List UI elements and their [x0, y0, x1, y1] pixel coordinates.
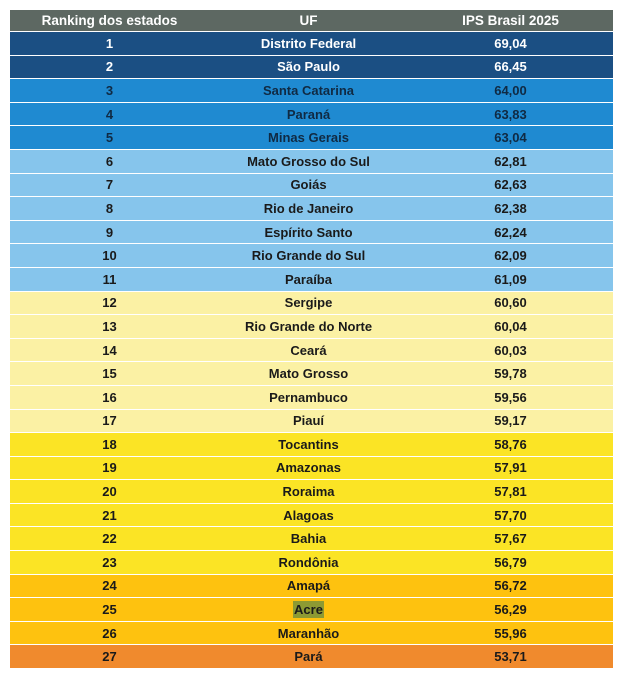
cell-uf: [209, 390, 408, 405]
cell-rank: 20: [102, 484, 117, 500]
cell-uf: [209, 437, 408, 452]
table-row: [10, 504, 613, 528]
cell-rank: 23: [102, 554, 117, 570]
cell-uf: [209, 555, 408, 570]
state-name: Mato Grosso: [268, 366, 349, 382]
cell-score: 69,04: [494, 35, 527, 51]
cell-score: 60,04: [494, 318, 527, 334]
cell-rank: 16: [102, 389, 117, 405]
state-name: Santa Catarina: [262, 82, 355, 98]
cell-rank: 5: [105, 130, 114, 146]
table-row: [10, 410, 613, 434]
state-name: Paraíba: [285, 271, 332, 287]
cell-rank: 6: [105, 153, 114, 169]
table-row: [10, 480, 613, 504]
table-row: [10, 79, 613, 103]
cell-rank: 1: [105, 35, 114, 51]
cell-score: 55,96: [494, 625, 527, 641]
cell-score: 57,67: [494, 531, 527, 547]
cell-rank: 14: [102, 342, 117, 358]
state-name: Pará: [294, 649, 323, 665]
table-row: [10, 622, 613, 646]
header-score: IPS Brasil 2025: [462, 13, 559, 28]
state-name: Espírito Santo: [264, 224, 353, 240]
table-row: [10, 197, 613, 221]
cell-uf: [209, 154, 408, 169]
state-name: Sergipe: [284, 295, 333, 311]
table-row: [10, 527, 613, 551]
state-name: Pernambuco: [269, 389, 348, 405]
table-row: [10, 174, 613, 198]
cell-uf: [209, 484, 408, 499]
state-name: Amazonas: [275, 460, 342, 476]
cell-uf: [209, 177, 408, 192]
table-row: [10, 386, 613, 410]
cell-score: 60,03: [494, 342, 527, 358]
cell-score: 62,38: [494, 200, 527, 216]
table-row: [10, 150, 613, 174]
cell-score: 62,81: [494, 153, 527, 169]
state-name: Bahia: [290, 531, 327, 547]
state-name: Alagoas: [283, 507, 334, 523]
cell-score: 64,00: [494, 82, 527, 98]
cell-score: 57,91: [494, 460, 527, 476]
cell-rank: 25: [102, 602, 117, 618]
cell-rank: 10: [102, 248, 117, 264]
state-name: Piauí: [292, 413, 325, 429]
cell-uf: [209, 248, 408, 263]
table-row: [10, 362, 613, 386]
highlighted-state-name: Acre: [294, 602, 323, 618]
cell-uf: [209, 578, 408, 593]
cell-rank: 13: [102, 318, 117, 334]
cell-score: 60,60: [494, 295, 527, 311]
header-uf: UF: [299, 13, 318, 28]
table-row: [10, 433, 613, 457]
cell-uf: [209, 366, 408, 381]
table-row: [10, 244, 613, 268]
cell-uf: [209, 225, 408, 240]
cell-rank: 2: [105, 59, 114, 75]
cell-score: 63,83: [494, 106, 527, 122]
cell-rank: 24: [102, 578, 117, 594]
cell-rank: 11: [102, 271, 117, 287]
cell-uf: [209, 626, 408, 641]
cell-rank: 22: [102, 531, 117, 547]
table-row: [10, 339, 613, 363]
state-name: Mato Grosso do Sul: [247, 153, 370, 169]
cell-score: 58,76: [494, 436, 527, 452]
cell-uf: [209, 272, 408, 287]
state-name: Ceará: [290, 342, 327, 358]
table-header: [10, 10, 613, 32]
cell-uf: [209, 130, 408, 145]
cell-rank: 3: [105, 82, 114, 98]
state-name: Rio Grande do Sul: [251, 248, 366, 264]
cell-uf: [209, 36, 408, 51]
cell-rank: 21: [102, 507, 117, 523]
table-row: [10, 598, 613, 622]
cell-uf: [209, 649, 408, 664]
cell-rank: 19: [102, 460, 117, 476]
cell-score: 57,70: [494, 507, 527, 523]
cell-uf: [209, 319, 408, 334]
cell-score: 62,63: [494, 177, 527, 193]
table-row: [10, 551, 613, 575]
cell-score: 62,24: [494, 224, 527, 240]
cell-score: 62,09: [494, 248, 527, 264]
table-row: [10, 268, 613, 292]
cell-score: 59,56: [494, 389, 527, 405]
cell-rank: 12: [102, 295, 117, 311]
cell-score: 61,09: [494, 271, 527, 287]
cell-rank: 4: [105, 106, 114, 122]
cell-uf: [209, 602, 408, 617]
cell-score: 59,17: [494, 413, 527, 429]
cell-score: 66,45: [494, 59, 527, 75]
state-name: Goiás: [290, 177, 327, 193]
cell-score: 56,72: [494, 578, 527, 594]
state-name: Paraná: [286, 106, 331, 122]
state-name: Roraima: [282, 484, 335, 500]
state-name: Amapá: [286, 578, 331, 594]
cell-uf: [209, 508, 408, 523]
state-name: Distrito Federal: [260, 35, 357, 51]
cell-score: 63,04: [494, 130, 527, 146]
table-row: [10, 645, 613, 669]
cell-score: 56,79: [494, 554, 527, 570]
table-row: [10, 56, 613, 80]
table-body: [10, 32, 613, 669]
state-name: Minas Gerais: [268, 130, 349, 146]
state-name: Rondônia: [278, 554, 339, 570]
cell-uf: [209, 201, 408, 216]
cell-rank: 9: [105, 224, 114, 240]
table-row: [10, 221, 613, 245]
state-name: São Paulo: [277, 59, 340, 75]
cell-rank: 15: [102, 366, 117, 382]
table-row: [10, 457, 613, 481]
table-row: [10, 315, 613, 339]
cell-rank: 8: [105, 200, 114, 216]
table-row: [10, 32, 613, 56]
cell-uf: [209, 107, 408, 122]
ranking-table: [10, 10, 613, 669]
cell-score: 59,78: [494, 366, 527, 382]
cell-rank: 27: [102, 649, 117, 665]
table-row: [10, 126, 613, 150]
header-rank: Ranking dos estados: [41, 13, 178, 28]
cell-uf: [209, 531, 408, 546]
cell-rank: 17: [102, 413, 117, 429]
table-row: [10, 292, 613, 316]
state-name: Rio de Janeiro: [263, 200, 354, 216]
state-name: Rio Grande do Norte: [244, 318, 373, 334]
state-name: Tocantins: [278, 436, 339, 452]
cell-uf: [209, 59, 408, 74]
cell-score: 56,29: [494, 602, 527, 618]
cell-uf: [209, 295, 408, 310]
cell-score: 53,71: [494, 649, 527, 665]
cell-uf: [209, 343, 408, 358]
table-row: [10, 103, 613, 127]
cell-rank: 7: [105, 177, 114, 193]
cell-uf: [209, 460, 408, 475]
cell-rank: 26: [102, 625, 117, 641]
cell-uf: [209, 83, 408, 98]
cell-score: 57,81: [494, 484, 527, 500]
table-row: [10, 575, 613, 599]
state-name: Maranhão: [277, 625, 340, 641]
cell-rank: 18: [102, 436, 117, 452]
cell-uf: [209, 413, 408, 428]
